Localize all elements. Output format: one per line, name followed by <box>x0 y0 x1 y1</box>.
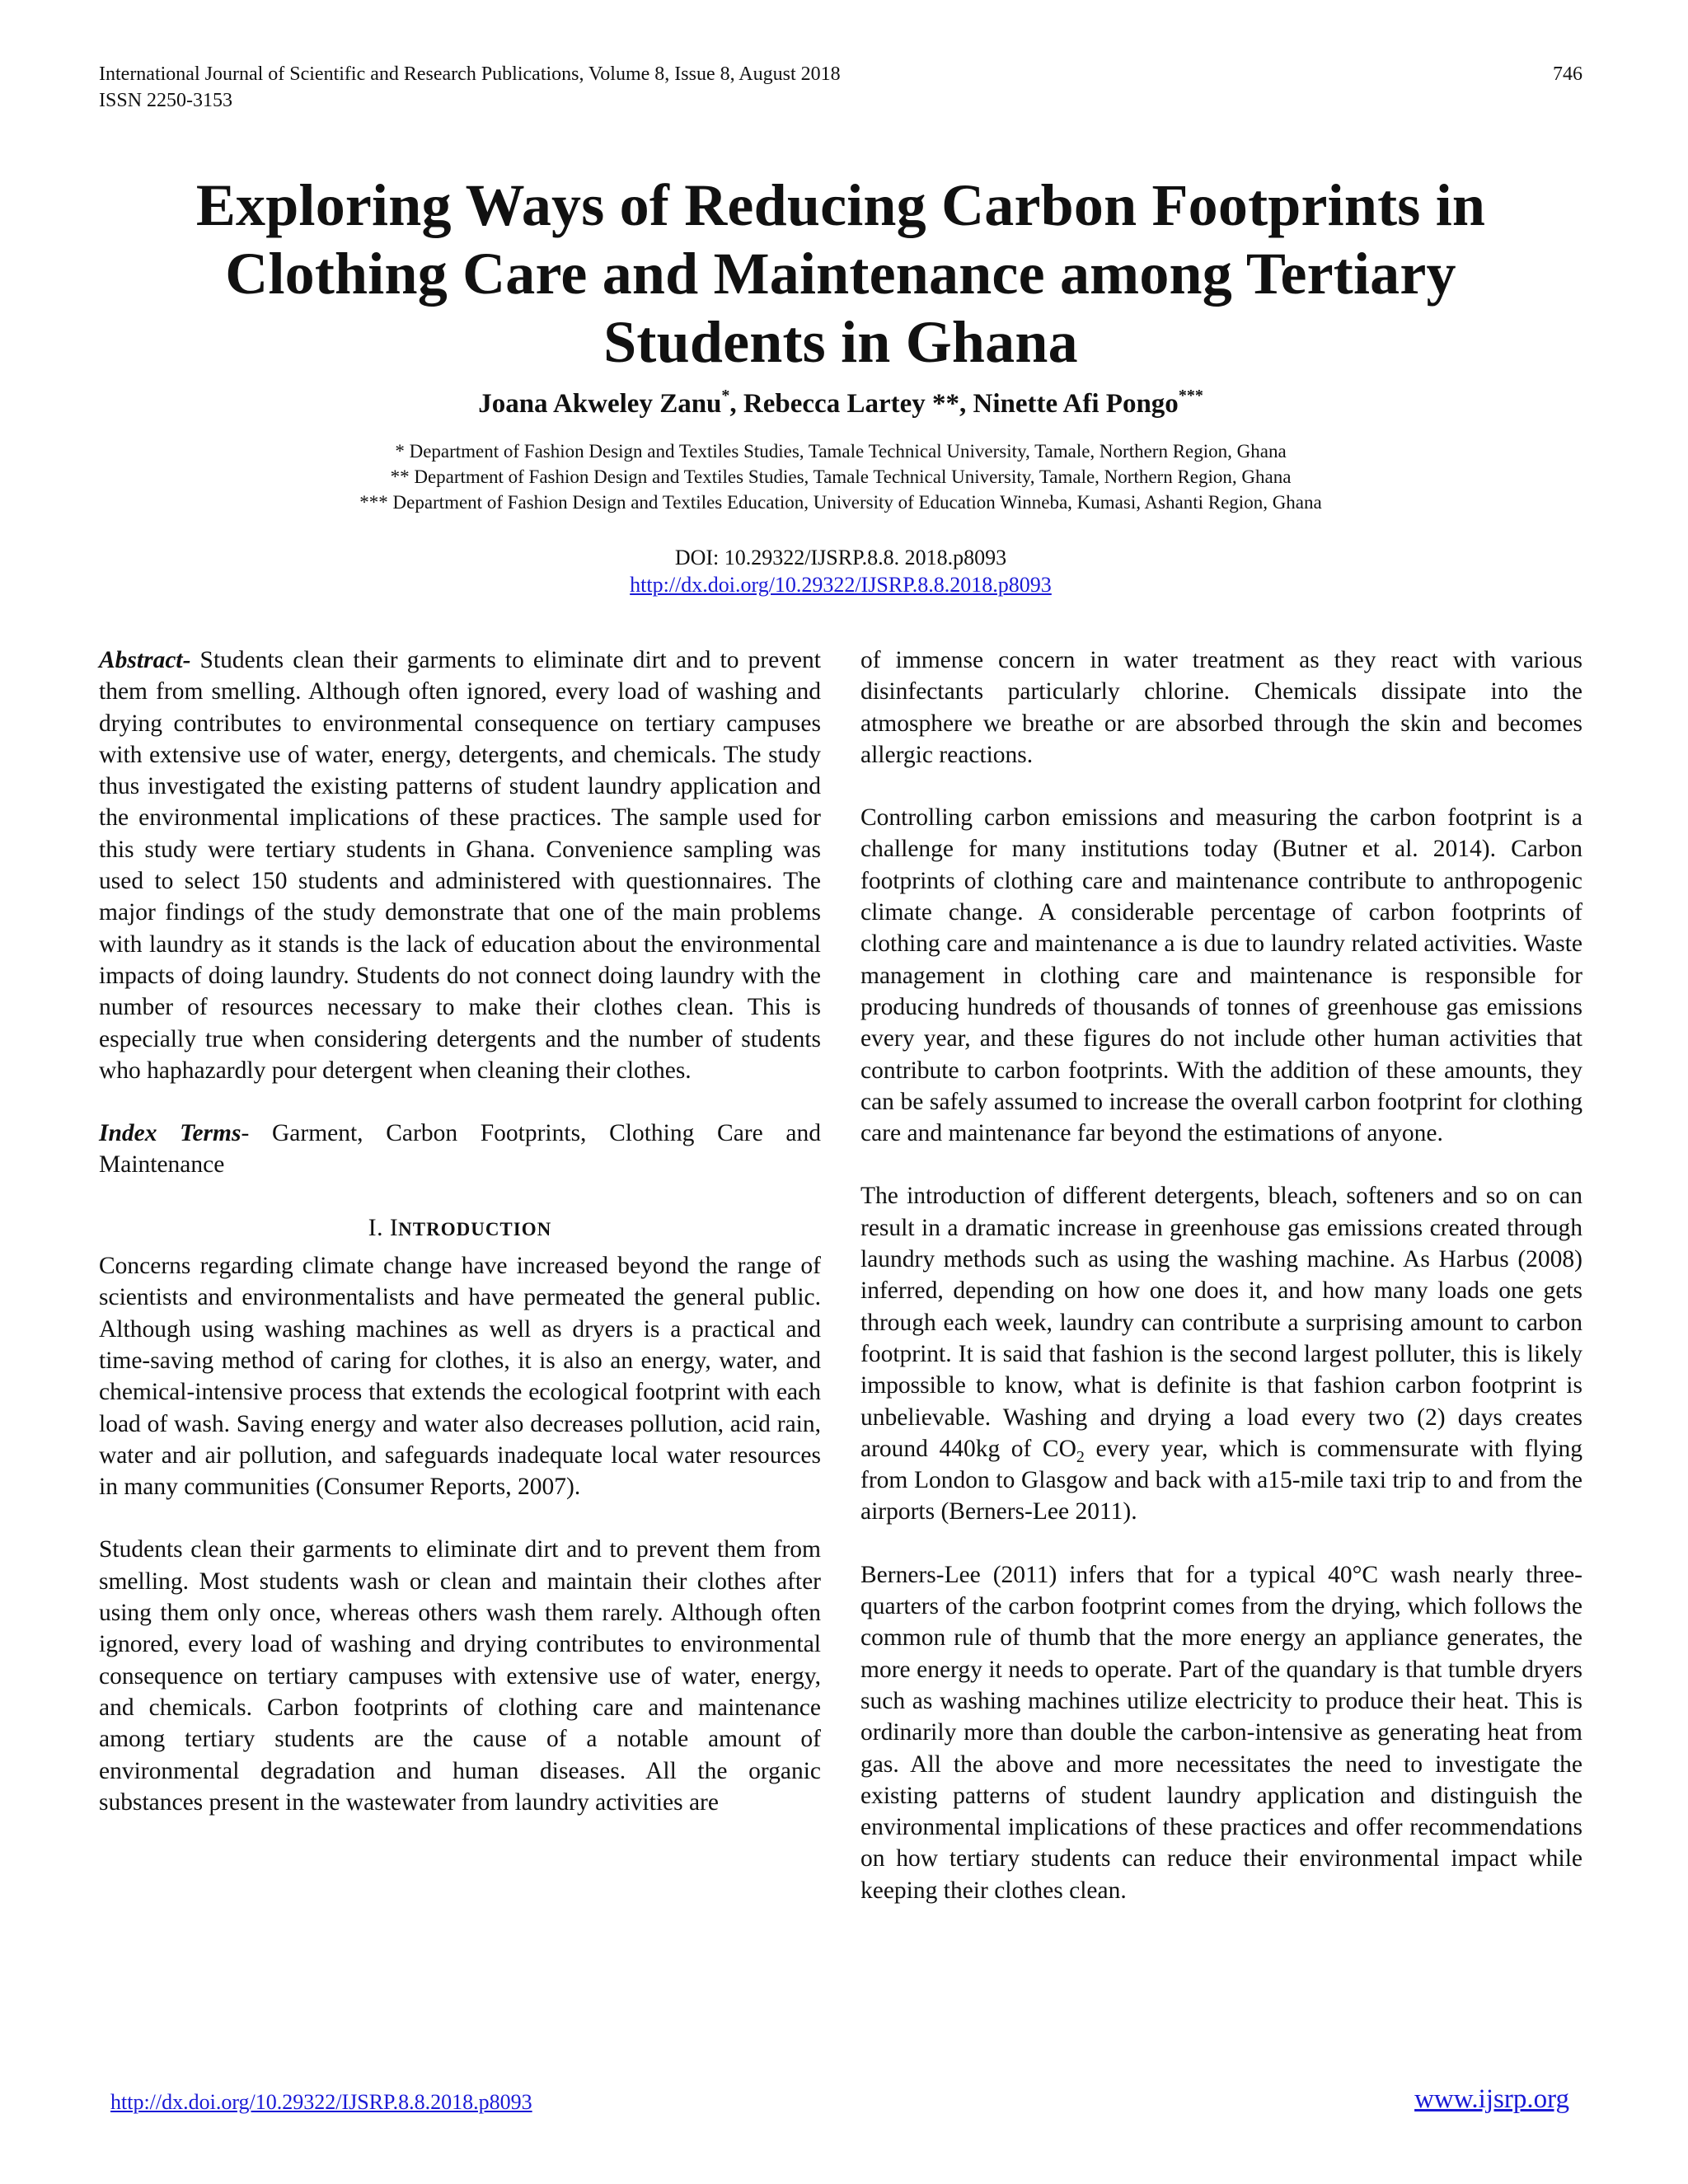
affiliation: * Department of Fashion Design and Textiles Studies, Tamale Technical University, Tamale, Northern Region, Ghana <box>395 441 1287 462</box>
doi-text: DOI: 10.29322/IJSRP.8.8. 2018.p8093 <box>674 546 1007 569</box>
body-paragraph <box>860 1180 1582 1527</box>
paragraph-text: The introduction of different detergents, bleach, softeners and so on can result in a dramatic increase in greenhouse gas emissions created through laundry methods such as using the washing machine. As Harbus (2008) inferred, depending on how one does it, and how many loads one gets through each week, laundry can contribute a surprising amount to carbon footprint. It is said that fashion is the second largest polluter, this is likely impossible to know, what is definite is that fashion carbon footprint is unbelievable. Washing and drying a load every two (2) days creates around 440kg of CO <box>860 1183 1582 1462</box>
doi-link[interactable]: http://dx.doi.org/10.29322/IJSRP.8.8.2018.p8093 <box>630 573 1052 597</box>
author-mark: *** <box>1178 387 1203 405</box>
footer-website-link[interactable]: www.ijsrp.org <box>1414 2084 1569 2114</box>
affiliation: ** Department of Fashion Design and Textiles Studies, Tamale Technical University, Tamale, Northern Region, Ghana <box>390 466 1292 487</box>
running-header <box>99 61 1582 114</box>
author-list <box>99 386 1582 422</box>
page-number: 746 <box>1553 63 1582 85</box>
left-column <box>99 644 821 1818</box>
body-paragraph: Berners-Lee (2011) infers that for a typical 40°C wash nearly three-quarters of the carbon footprint comes from the drying, which follows the common rule of thumb that the more energy an appliance generates, the more energy it needs to operate. Part of the quandary is that tumble dryers such as washing machines utilize electricity to produce their heat. This is ordinarily more than double the carbon-intensive as generating heat from gas. All the above and more necessitates the need to investigate the existing patterns of student laundry application and distinguish the environmental implications of these practices and offer recommendations on how tertiary students can reduce their environmental impact while keeping their clothes clean. <box>860 1561 1582 1904</box>
doi-block <box>99 544 1582 598</box>
author-name: Rebecca Lartey ** <box>743 389 959 419</box>
affiliation-list <box>99 438 1582 515</box>
author-mark: * <box>721 387 730 405</box>
abstract-text: Students clean their garments to eliminate dirt and to prevent them from smelling. Although often ignored, every load of washing and drying contributes to environmental consequence on tertiary campuses with extensive use of water, energy, detergents, and chemicals. The study thus investigated the existing patterns of student laundry application and the environmental implications of these practices. The sample used for this study were tertiary students in Ghana. Convenience sampling was used to select 150 students and administered with questionnaires. The major findings of the study demonstrate that one of the main problems with laundry as it stands is the lack of education about the environmental impacts of doing laundry. Students do not connect doing laundry with the number of resources necessary to make their clothes clean. This is especially true when considering detergents and the number of students who haphazardly pour detergent when cleaning their clothes. <box>99 647 821 1084</box>
body-paragraph: Concerns regarding climate change have increased beyond the range of scientists and environmentalists and have permeated the general public. Although using washing machines as well as dryers is a practical and time-saving method of caring for clothes, it is also an energy, water, and chemical-intensive process that extends the ecological footprint with each load of wash. Saving energy and water also decreases pollution, acid rain, water and air pollution, and safeguards inadequate local water resources in many communities (Consumer Reports, 2007). <box>99 1253 821 1501</box>
issn: ISSN 2250-3153 <box>99 90 233 111</box>
subscript: 2 <box>1076 1447 1085 1466</box>
right-column <box>860 644 1582 1906</box>
index-terms-text: - Garment, Carbon Footprints, Clothing Care and Maintenance <box>99 1120 821 1179</box>
abstract-paragraph <box>99 644 821 1086</box>
body-paragraph: Controlling carbon emissions and measuring the carbon footprint is a challenge for many institutions today (Butner et al. 2014). Carbon footprints of clothing care and maintenance contribute to anthropogenic climate change. A considerable percentage of carbon footprints of clothing care and maintenance a is due to laundry related activities. Waste management in clothing care and maintenance is responsible for producing hundreds of thousands of tonnes of greenhouse gas emissions every year, and these figures do not include other human activities that contribute to carbon footprints. With the addition of these amounts, they can be safely assumed to increase the overall carbon footprint for clothing care and maintenance far beyond the estimations of anyone. <box>860 804 1582 1147</box>
affiliation: *** Department of Fashion Design and Textiles Education, University of Education Winneba, Kumasi, Ashanti Region, Ghana <box>359 492 1322 513</box>
section-number: I. <box>368 1214 383 1241</box>
paragraph-text: every year, which is commensurate with flying from London to Glasgow and back with a15-mile taxi trip to and from the airports (Berners-Lee 2011). <box>860 1435 1582 1526</box>
body-paragraph: Students clean their garments to eliminate dirt and to prevent them from smelling. Most students wash or clean and maintain their clothes after using them only once, whereas others wash them rarely. Although often ignored, every load of washing and drying contributes to environmental consequence on tertiary campuses with extensive use of water, energy, and chemicals. Carbon footprints of clothing care and maintenance among tertiary students are the cause of a notable amount of environmental degradation and human diseases. All the organic substances present in the wastewater from laundry activities are <box>99 1536 821 1816</box>
section-initial: I <box>389 1214 399 1241</box>
body-paragraph: of immense concern in water treatment as they react with various disinfectants particularly chlorine. Chemicals dissipate into the atmosphere we breathe or are absorbed through the skin and becomes allergic reactions. <box>860 647 1582 768</box>
journal-line: International Journal of Scientific and Research Publications, Volume 8, Issue 8, August 2018 <box>99 63 841 85</box>
index-terms-label: Index Terms <box>99 1120 241 1147</box>
section-heading-introduction <box>99 1212 821 1245</box>
author-name: Joana Akweley Zanu <box>478 389 722 419</box>
author-separator: , <box>959 389 973 419</box>
paper-title: Exploring Ways of Reducing Carbon Footprints in Clothing Care and Maintenance among Tertiary Students in Ghana <box>195 172 1486 375</box>
index-terms-paragraph <box>99 1118 821 1181</box>
section-title-rest: NTRODUCTION <box>398 1218 552 1240</box>
page-footer <box>110 2084 1569 2116</box>
footer-doi-link[interactable]: http://dx.doi.org/10.29322/IJSRP.8.8.2018.p8093 <box>110 2090 532 2114</box>
author-separator: , <box>729 389 743 419</box>
abstract-label: Abstract- <box>99 647 191 673</box>
author-name: Ninette Afi Pongo <box>973 389 1179 419</box>
